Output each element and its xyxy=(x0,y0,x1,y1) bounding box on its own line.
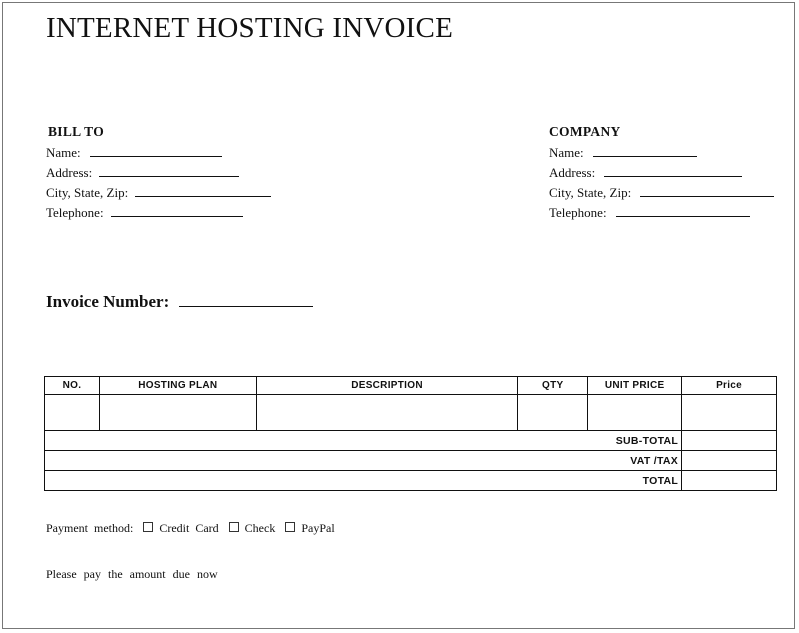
company-name-row xyxy=(549,144,774,164)
company-telephone-label: Telephone: xyxy=(549,205,607,220)
company-city-row xyxy=(549,184,774,204)
vat-tax-label: VAT /TAX xyxy=(45,451,682,471)
bill-to-name-field[interactable] xyxy=(90,144,222,157)
bill-to-name-label: Name: xyxy=(46,145,81,160)
credit-card-label: Credit Card xyxy=(159,521,219,535)
column-header-no: NO. xyxy=(45,377,100,395)
company-city-label: City, State, Zip: xyxy=(549,185,632,200)
company-address-field[interactable] xyxy=(604,164,742,177)
company-address-label: Address: xyxy=(549,165,596,180)
total-row xyxy=(45,471,777,491)
cell-unit-price[interactable] xyxy=(588,395,682,431)
subtotal-label: SUB-TOTAL xyxy=(45,431,682,451)
payment-method-label: Payment method: xyxy=(46,521,134,535)
company-telephone-field[interactable] xyxy=(616,204,750,217)
cell-description[interactable] xyxy=(256,395,518,431)
vat-tax-value-cell[interactable] xyxy=(682,451,777,471)
payment-note: Please pay the amount due now xyxy=(46,567,218,581)
invoice-number xyxy=(46,292,313,312)
invoice-number-label: Invoice Number: xyxy=(46,292,170,311)
bill-to-section xyxy=(48,124,271,224)
subtotal-value-cell[interactable] xyxy=(682,431,777,451)
table-header-row xyxy=(45,377,777,395)
bill-to-address-label: Address: xyxy=(46,165,93,180)
bill-to-telephone-label: Telephone: xyxy=(46,205,104,220)
bill-to-address-row xyxy=(46,164,271,184)
column-header-hosting-plan: HOSTING PLAN xyxy=(99,377,256,395)
bill-to-telephone-field[interactable] xyxy=(111,204,243,217)
invoice-items-table xyxy=(44,376,777,491)
cell-qty[interactable] xyxy=(518,395,588,431)
column-header-price: Price xyxy=(682,377,777,395)
bill-to-name-row xyxy=(46,144,271,164)
check-label: Check xyxy=(244,521,276,535)
company-address-row xyxy=(549,164,774,184)
invoice-title: INTERNET HOSTING INVOICE xyxy=(46,12,453,44)
bill-to-city-field[interactable] xyxy=(135,184,271,197)
cell-price[interactable] xyxy=(682,395,777,431)
vat-tax-row xyxy=(45,451,777,471)
bill-to-telephone-row xyxy=(46,204,271,224)
bill-to-address-field[interactable] xyxy=(99,164,239,177)
total-label: TOTAL xyxy=(45,471,682,491)
cell-hosting-plan[interactable] xyxy=(99,395,256,431)
company-name-field[interactable] xyxy=(593,144,697,157)
table-row xyxy=(45,395,777,431)
paypal-checkbox[interactable] xyxy=(285,522,295,532)
company-heading: COMPANY xyxy=(549,124,621,139)
company-city-field[interactable] xyxy=(640,184,774,197)
credit-card-checkbox[interactable] xyxy=(143,522,153,532)
subtotal-row xyxy=(45,431,777,451)
column-header-qty: QTY xyxy=(518,377,588,395)
invoice-number-field[interactable] xyxy=(179,292,313,307)
total-value-cell[interactable] xyxy=(682,471,777,491)
company-telephone-row xyxy=(549,204,774,224)
bill-to-heading: BILL TO xyxy=(48,124,105,139)
column-header-description: DESCRIPTION xyxy=(256,377,518,395)
payment-method xyxy=(46,521,335,536)
bill-to-city-row xyxy=(46,184,271,204)
company-name-label: Name: xyxy=(549,145,584,160)
check-checkbox[interactable] xyxy=(229,522,239,532)
paypal-label: PayPal xyxy=(301,521,335,535)
cell-no[interactable] xyxy=(45,395,100,431)
company-section xyxy=(549,124,774,224)
column-header-unit-price: UNIT PRICE xyxy=(588,377,682,395)
bill-to-city-label: City, State, Zip: xyxy=(46,185,129,200)
